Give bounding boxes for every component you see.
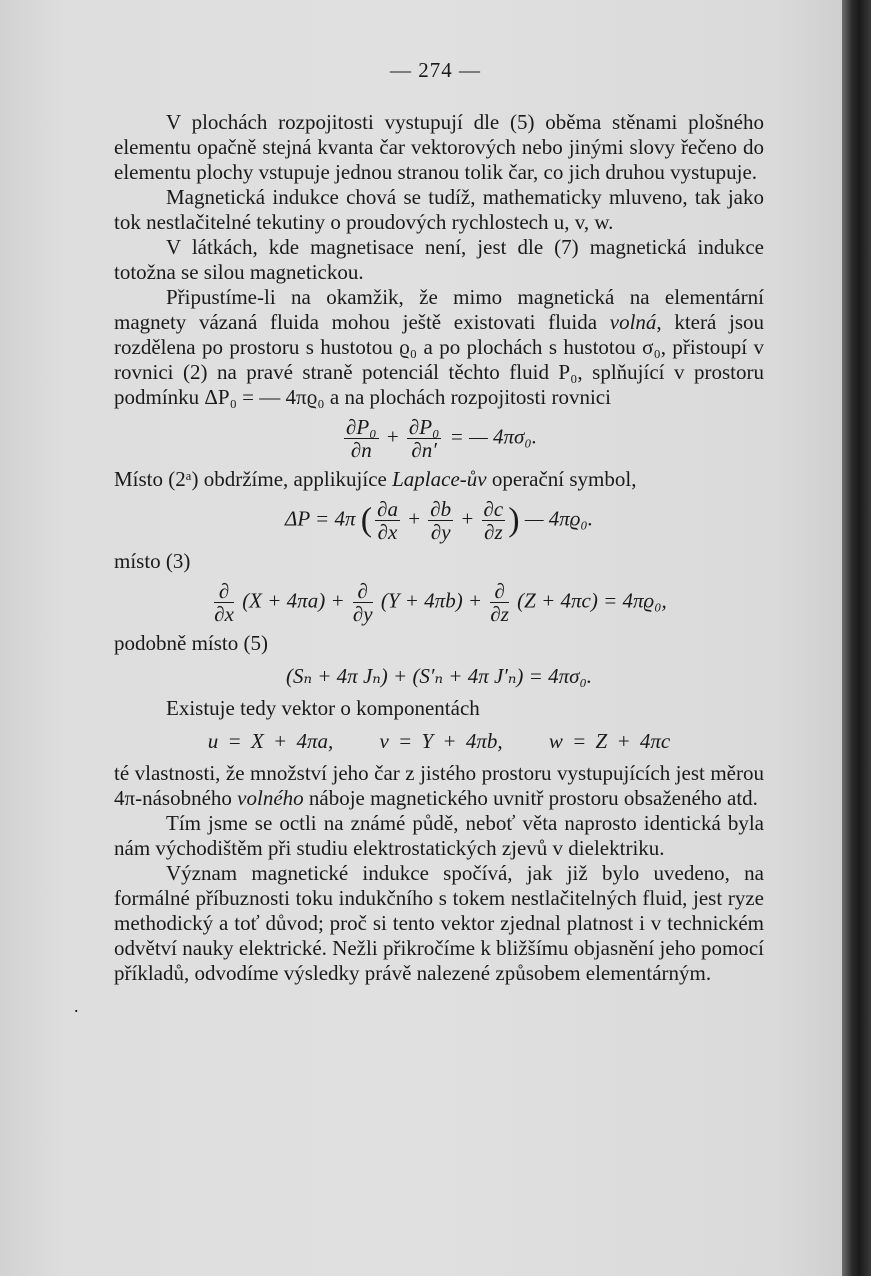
denominator: ∂n	[350, 438, 372, 462]
page-edge-shadow	[842, 0, 871, 1276]
denominator: ∂z	[484, 520, 503, 544]
numerator: ∂P₀	[408, 415, 440, 439]
term-y: (Y + 4πb) +	[380, 588, 483, 613]
numerator: ∂P₀	[346, 415, 377, 439]
label-misto-3: místo (3)	[114, 549, 191, 573]
page-body	[114, 110, 764, 986]
paragraph-7	[114, 761, 764, 811]
paragraph-7-part-a: té vlastnosti, že množství jeho čar z jistého prostoru vystupujících jest měrou 4π-násobného	[114, 761, 764, 810]
paragraph-4-part-a: Připustíme-li na okamžik, že mimo magnetická na elementární magnety vázaná fluida mohou ještě existovati fluida	[114, 285, 764, 334]
paragraph-1: V plochách rozpojitosti vystupují dle (5) oběma stěnami plošného elementu opačně stejná kvanta čar vektorových nebo jinými slovy řečeno do elementu plochy vstupuje jednou stranou tolik čar, co jich druhou vystupuje.	[114, 110, 764, 184]
fraction-d-dx	[214, 580, 234, 625]
page-number: — 274 —	[390, 58, 481, 82]
term-laplace: Laplace-ův	[392, 467, 487, 491]
equation-rhs: — 4πϱ₀.	[524, 506, 593, 531]
paragraph-4	[114, 285, 764, 410]
term-volneho: volného	[237, 786, 304, 810]
term-volna: volná	[609, 310, 657, 334]
fraction-dP0-dn	[344, 416, 379, 461]
denominator: ∂n′	[411, 438, 437, 462]
paragraph-4-part-b: , která jsou rozdělena po prostoru s hustotou ϱ₀ a po plochách s hustotou σ₀, přistoupí v rovnici (2) na pravé straně potenciál těchto fluid P₀, splňující v prostoru podmínku ΔP₀ = — 4πϱ₀ a na plochách rozpojitosti rovnici	[114, 310, 764, 409]
denominator: ∂y	[352, 602, 373, 626]
paragraph-5-part-a: Místo (2ᵃ) obdržíme, applikujíce	[114, 467, 393, 491]
term-x: (X + 4πa) +	[242, 588, 345, 613]
fraction-d-dz	[490, 580, 509, 625]
numerator: ∂	[490, 580, 509, 603]
label-podobne-5: podobně místo (5)	[114, 631, 268, 655]
fraction-da-dx	[375, 498, 400, 543]
paragraph-5	[114, 467, 764, 492]
paragraph-3: V látkách, kde magnetisace není, jest dle (7) magnetická indukce totožna se silou magnetickou.	[114, 235, 764, 284]
fraction-d-dy	[353, 580, 373, 625]
paragraph-2: Magnetická indukce chová se tudíž, mathematicky mluveno, tak jako tok nestlačitelné tekutiny o proudových rychlostech u, v, w.	[114, 185, 764, 234]
numerator: ∂a	[377, 497, 398, 521]
fraction-dP0-dn-prime	[407, 416, 442, 461]
denominator: ∂x	[214, 602, 234, 626]
plus-sign: +	[408, 506, 421, 531]
left-paren: (	[360, 501, 373, 539]
equation-laplace	[114, 498, 764, 543]
plus-sign: +	[461, 506, 474, 531]
equation-surface: (Sₙ + 4π Jₙ) + (S′ₙ + 4π J′ₙ) = 4πσ₀.	[286, 664, 592, 688]
equation-boundary	[114, 416, 764, 461]
equation-divergence	[114, 580, 764, 625]
paragraph-6: Existuje tedy vektor o komponentách	[166, 696, 480, 720]
margin-mark: .	[74, 996, 79, 1016]
denominator: ∂z	[490, 602, 509, 626]
numerator: ∂	[214, 580, 234, 603]
numerator: ∂b	[430, 497, 452, 521]
denominator: ∂y	[430, 520, 451, 544]
term-z: (Z + 4πc) = 4πϱ₀,	[517, 588, 667, 613]
plus-sign: +	[386, 424, 399, 449]
numerator: ∂c	[483, 497, 504, 521]
paragraph-8: Tím jsme se octli na známé půdě, neboť věta naprosto identická byla nám východištěm při studiu elektrostatických zjevů v dielektriku.	[114, 811, 764, 860]
equation-components: u = X + 4πa, v = Y + 4πb, w = Z + 4πc	[207, 729, 671, 753]
paragraph-5-part-b: operační symbol,	[486, 467, 637, 491]
fraction-db-dy	[428, 498, 453, 543]
equation-lhs: ΔP = 4π	[285, 506, 356, 531]
right-paren: )	[508, 501, 520, 539]
paragraph-7-part-b: náboje magnetického uvnitř prostoru obsaženého atd.	[303, 786, 758, 810]
fraction-dc-dz	[482, 498, 506, 543]
numerator: ∂	[353, 580, 373, 603]
equation-rhs: = — 4πσ₀.	[449, 424, 537, 449]
paragraph-9: Význam magnetické indukce spočívá, jak již bylo uvedeno, na formálné příbuznosti toku indukčního s tokem nestlačitelných fluid, jest ryze methodický a toť důvod; proč si tento vektor zjednal platnost i v technickém odvětví nauky elektrické. Nežli přikročíme k bližšímu objasnění jeho pomocí příkladů, odvodíme výsledky právě nalezené způsobem elementárným.	[114, 861, 764, 985]
denominator: ∂x	[377, 520, 398, 544]
